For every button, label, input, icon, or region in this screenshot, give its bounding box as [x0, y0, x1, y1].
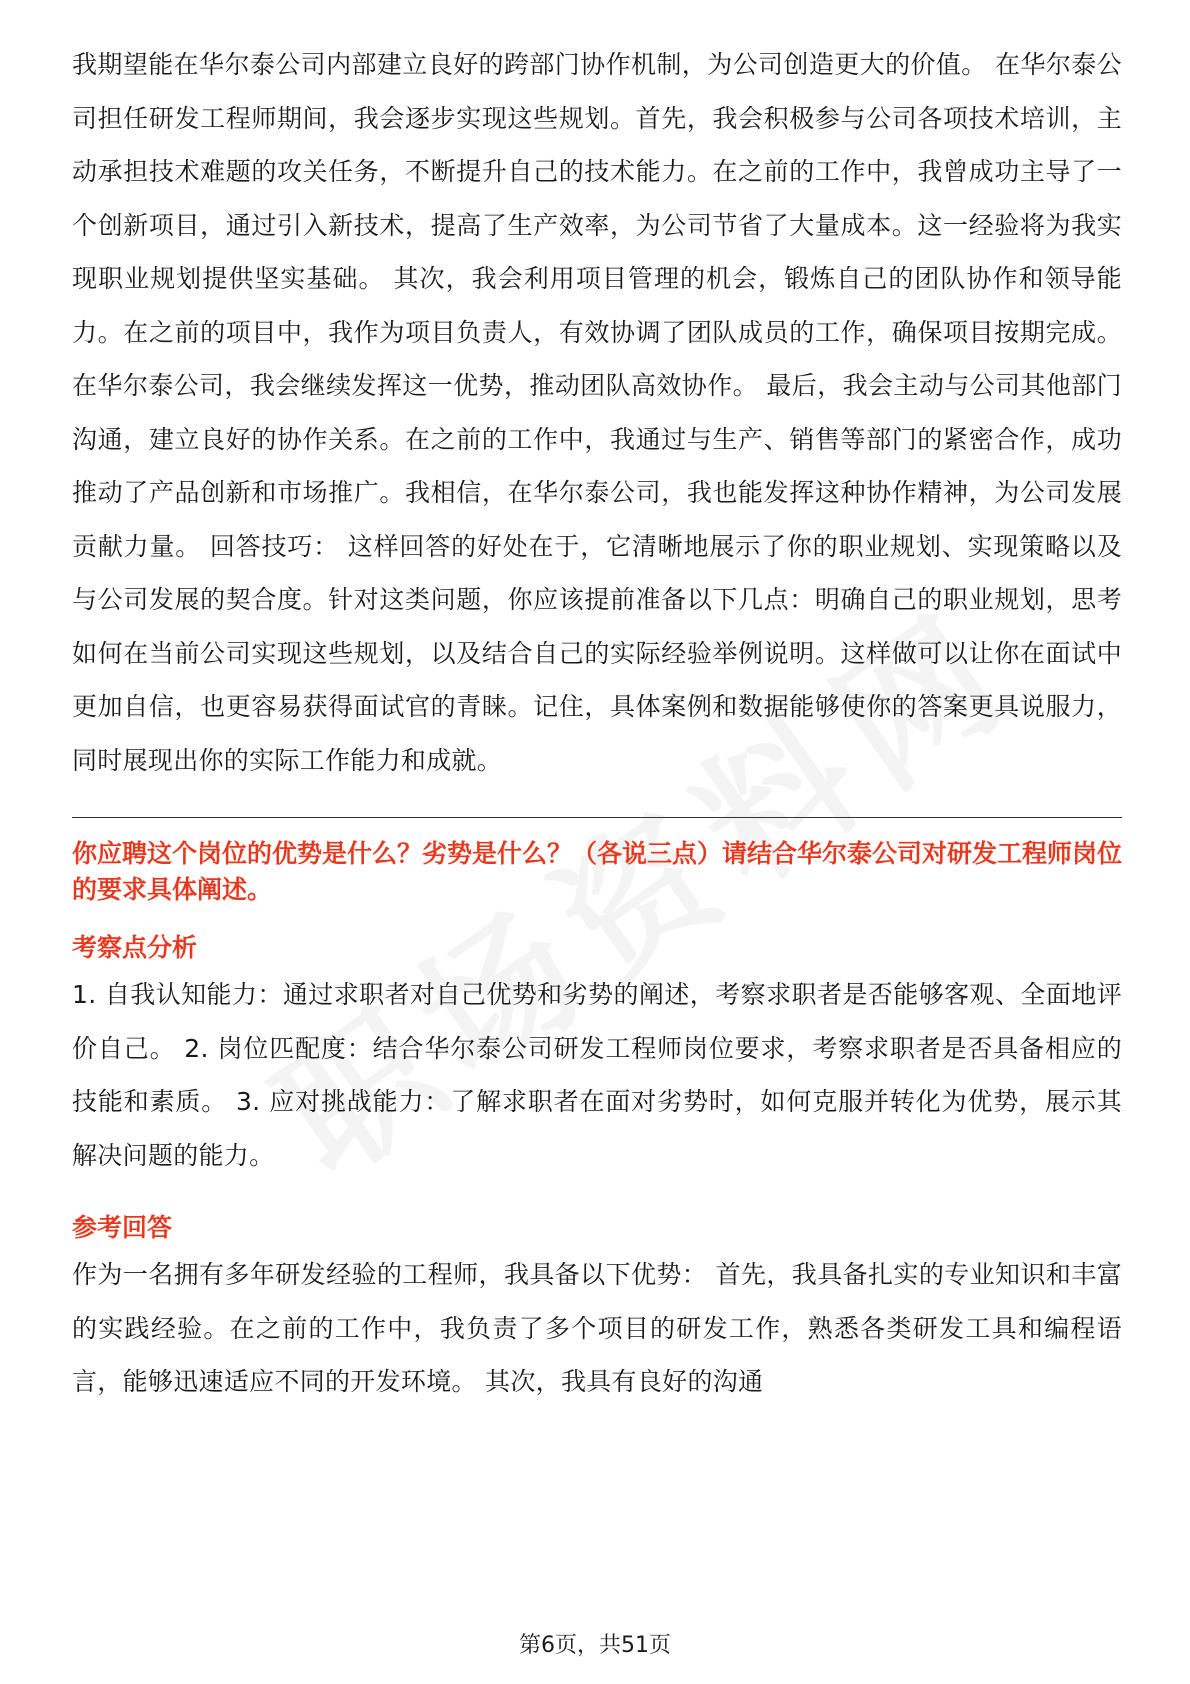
question-divider — [72, 817, 1122, 818]
analysis-paragraph: 1. 自我认知能力：通过求职者对自己优势和劣势的阐述，考察求职者是否能够客观、全面地评价自己。 2. 岗位匹配度：结合华尔泰公司研发工程师岗位要求，考察求职者是否具备相应的技能和素质。 3. 应对挑战能力：了解求职者在面对劣势时，如何克服并转化为优势，展示其解决问题的能力。 — [72, 980, 1122, 1170]
question-title: 你应聘这个岗位的优势是什么？劣势是什么？（各说三点）请结合华尔泰公司对研发工程师岗位的要求具体阐述。 — [72, 839, 1123, 904]
analysis-heading: 考察点分析 — [72, 933, 198, 962]
continuation-paragraph: 我期望能在华尔泰公司内部建立良好的跨部门协作机制，为公司创造更大的价值。 在华尔泰公司担任研发工程师期间，我会逐步实现这些规划。首先，我会积极参与公司各项技术培训，主动承担技术难题的攻关任务，不断提升自己的技术能力。在之前的工作中，我曾成功主导了一个创新项目，通过引入新技术，提高了生产效率，为公司节省了大量成本。这一经验将为我实现职业规划提供坚实基础。 其次，我会利用项目管理的机会，锻炼自己的团队协作和领导能力。在之前的项目中，我作为项目负责人，有效协调了团队成员的工作，确保项目按期完成。在华尔泰公司，我会继续发挥这一优势，推动团队高效协作。 最后，我会主动与公司其他部门沟通，建立良好的协作关系。在之前的工作中，我通过与生产、销售等部门的紧密合作，成功推动了产品创新和市场推广。我相信，在华尔泰公司，我也能发挥这种协作精神，为公司发展贡献力量。 回答技巧： 这样回答的好处在于，它清晰地展示了你的职业规划、实现策略以及与公司发展的契合度。针对这类问题，你应该提前准备以下几点：明确自己的职业规划，思考如何在当前公司实现这些规划，以及结合自己的实际经验举例说明。这样做可以让你在面试中更加自信，也更容易获得面试官的青睐。记住，具体案例和数据能够使你的答案更具说服力，同时展现出你的实际工作能力和成就。 — [72, 50, 1122, 775]
reference-heading: 参考回答 — [72, 1213, 173, 1242]
document-page — [72, 38, 1122, 1409]
reference-paragraph: 作为一名拥有多年研发经验的工程师，我具备以下优势： 首先，我具备扎实的专业知识和丰富的实践经验。在之前的工作中，我负责了多个项目的研发工作，熟悉各类研发工具和编程语言，能够迅速适应不同的开发环境。 其次，我具有良好的沟通 — [72, 1260, 1122, 1396]
page-footer: 第6页，共51页 — [519, 1633, 671, 1658]
